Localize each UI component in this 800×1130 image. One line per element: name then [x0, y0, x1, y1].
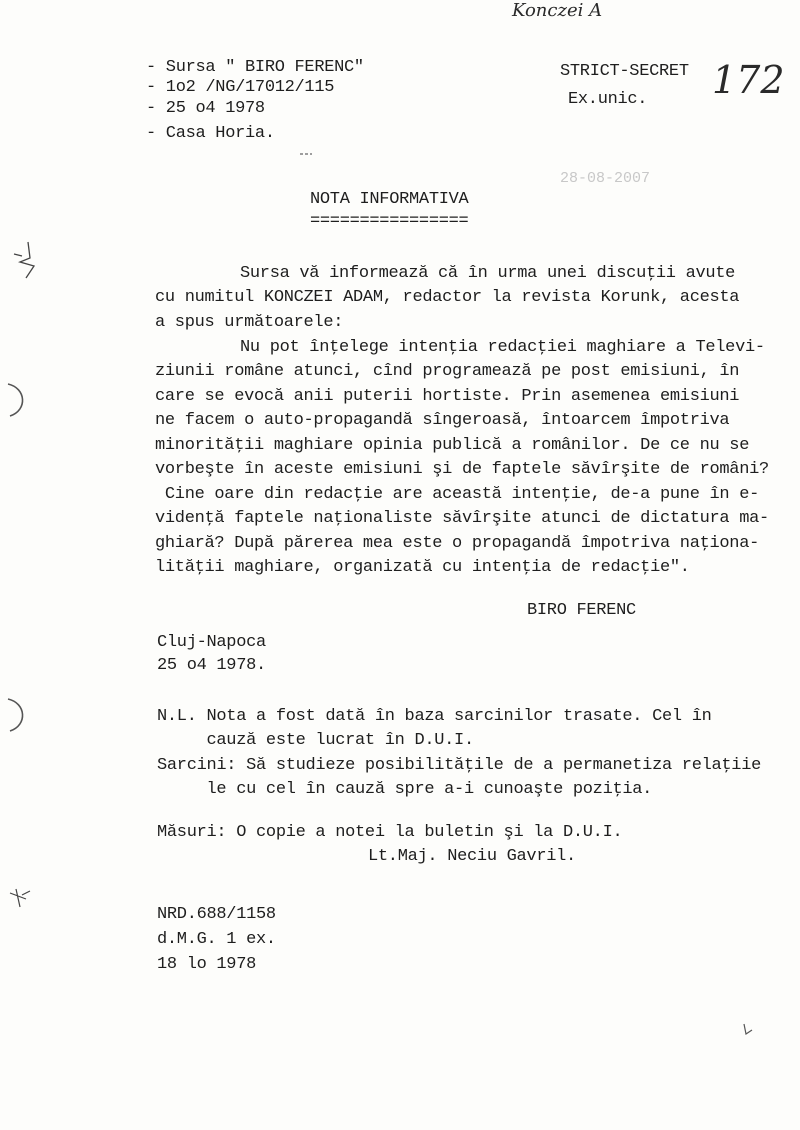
quote-line: minorităţii maghiare opinia publică a românilor. De ce nu se [155, 436, 750, 455]
nl-line: cauză este lucrat în D.U.I. [157, 731, 474, 750]
tasks-line: Sarcini: Să studieze posibilităţile de a permanetiza relaţiie [157, 756, 762, 775]
quote-line: ghiară? După părerea mea este o propagandă împotriva naţiona- [155, 534, 760, 553]
tasks-line: le cu cel în cauză spre a-i cunoaşte poziţia. [157, 780, 653, 799]
intro-line: a spus următoarele: [155, 313, 344, 332]
quote-line: vorbeşte în aceste emisiuni şi de faptele săvîrşite de români? [155, 460, 769, 479]
margin-scribble-mark [8, 240, 42, 280]
footer-line: 18 lo 1978 [157, 955, 257, 974]
quote-line: Cine oare din redacţie are această intenţie, de-a pune în e- [155, 485, 760, 504]
header-line: - Sursa " BIRO FERENC" [146, 58, 364, 77]
margin-scribble-mark [6, 885, 36, 915]
corner-scribble-mark [740, 1020, 760, 1040]
quote-line: ne facem o auto-propagandă sîngeroasă, întoarcem împotriva [155, 411, 730, 430]
quote-line: care se evocă anii puterii hortiste. Prin asemenea emisiuni [155, 387, 740, 406]
quote-line: lităţii maghiare, organizată cu intenţia de redacţie". [155, 558, 690, 577]
punch-hole-mark [2, 380, 32, 420]
page-title: NOTA INFORMATIVA [310, 190, 469, 209]
header-line: - 1o2 /NG/17012/115 [146, 78, 335, 97]
corner-handwriting: Konczei A [512, 0, 603, 21]
title-underline: ================ [310, 212, 469, 231]
measures-line: Măsuri: O copie a notei la buletin şi la D.U.I. [157, 823, 623, 842]
quote-line: ziunii române atunci, cînd programează pe post emisiuni, în [155, 362, 740, 381]
quote-line: videnţă faptele naţionaliste săvîrşite atunci de dictatura ma- [155, 509, 769, 528]
punch-hole-mark [2, 695, 32, 735]
quote-line: Nu pot înţelege intenţia redacţiei maghiare a Televi- [240, 338, 765, 357]
faded-stamp-date: 28-08-2007 [560, 170, 651, 187]
folio-number: 172 [712, 58, 785, 102]
stray-dash-mark [298, 150, 318, 158]
officer-name: Lt.Maj. Neciu Gavril. [368, 847, 576, 866]
place: Cluj-Napoca [157, 633, 266, 652]
footer-line: NRD.688/1158 [157, 905, 276, 924]
intro-line: cu numitul KONCZEI ADAM, redactor la revista Korunk, acesta [155, 288, 740, 307]
nl-line: N.L. Nota a fost dată în baza sarcinilor trasate. Cel în [157, 707, 712, 726]
intro-line: Sursa vă informează că în urma unei discuţii avute [240, 264, 736, 283]
signature: BIRO FERENC [527, 601, 636, 620]
header-line: - Casa Horia. [146, 124, 275, 143]
header-line: - 25 o4 1978 [146, 99, 265, 118]
footer-line: d.M.G. 1 ex. [157, 930, 276, 949]
classification: STRICT-SECRET [560, 62, 689, 81]
copy-note: Ex.unic. [568, 90, 648, 109]
place-date: 25 o4 1978. [157, 656, 266, 675]
